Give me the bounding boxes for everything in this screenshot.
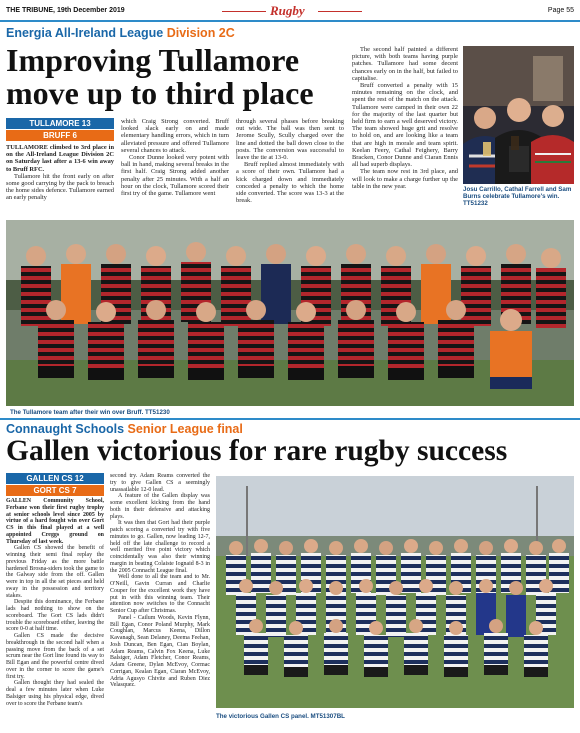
story1-col4-p2: Bruff converted a penalty with 15 minutes remaining on the clock, and spent the rest of the match on the attack. Tullamore were camped in their own 22 for the majority of the last quarter but held firm to earn a well deserved victory. The team showed huge grit and resolve to hold on, and are looking like a team that are high in morale and team spirit. Keelan Feery, Cathal Feighery, Barry Bracken, Conor Dunne and Ciaran Ennis all had superb displays. [352,82,458,169]
celebration-photo-image [463,46,574,184]
story2-col2-p2: A feature of the Gallen display was some excellent kicking from the hand both in their defensive and attacking plays. [110,493,210,520]
story1-score-home: TULLAMORE 13 [6,118,114,129]
story2-column-2 [110,473,210,730]
page-header [0,0,580,22]
story2-col1-p3: Despite this dominance, the Ferbane lads had nothing to show on the scoreboard. The Gort CS lads didn't trouble the scoreboard either, leaving the score 0-0 at half time. [6,599,104,633]
story1-col2-p2: Conor Dunne looked very potent with ball in hand, making several breaks in the first half. Craig Strong added another penalty after 25 minutes. With a half an hour on the clock, Tullamore scored their first try of the game. Tullamore went [121,154,229,198]
story-divider [0,418,580,420]
story2-col1-p2: Gallen CS showed the benefit of winning their semi final replay the previous Friday as the more battle hardened Brosna-siders took the game to the Galway side from the off. Gallen were in top in all the set pieces and held sway in the possession and territory stakes. [6,545,104,599]
story2-col2-p4: Well done to all the team and to Mr. O'Neill, Gavin Curran and Charlie Couper for the excellent work they have put in with this winning team. Their attention now switches to the Connacht Senior Cup after Christmas. [110,574,210,614]
gallen-team-photo-caption: The victorious Gallen CS panel. MT51307BL [216,713,345,720]
story2-score-away: GORT CS 7 [6,485,104,496]
story1-col2-p1: which Craig Strong converted. Bruff looked slack early on and made elementary handling errors, which in turn alleviated pressure and offered Tullamore several chances to attack. [121,118,229,154]
publication-line: THE TRIBUNE, 19th December 2019 [6,7,125,14]
story1-headline-1: Improving Tullamore [6,42,300,78]
story2-col1-p1: GALLEN Community School, Ferbane won their first rugby trophy at senior schools level since 2005 by virtue of a hard fought win over Gort CS in this final played at a well appointed Creggs ground on Thursday of last week. [6,498,104,545]
story1-column-2 [121,118,229,216]
story1-kicker-division: Division 2C [166,26,235,40]
story1-col1-p1: TULLAMORE climbed to 3rd place in on the All-Ireland League Division 2C on Saturday last after a 13-6 win away to Bruff RFC. [6,144,114,173]
story1-column-4 [352,46,458,216]
section-rule-left [222,11,266,12]
story1-col1-p2: Tullamore hit the front early on after some good carrying by the pack to breach the home sides defence. Tullamore earned an early penalty [6,172,114,202]
story1-kicker [6,26,235,40]
story1-column-1 [6,144,114,216]
story1-kicker-league: Energia All-Ireland League [6,26,164,40]
celebration-photo [463,46,574,184]
tullamore-team-photo-image [6,220,574,406]
story1-headline-2: move up to third place [6,75,314,111]
story2-headline: Gallen victorious for rare rugby success [6,435,508,467]
section-rule-right [318,11,362,12]
story2-col1-p4: Gallen CS made the decisive breakthrough in the second half when a passing move from the back of a set scrum near the Gort line found its way to Bill Egan and the powerful centre dived over in the corner to score the game's first try. [6,633,104,680]
story1-score-away: BRUFF 6 [6,130,114,141]
story2-kicker-competition: Connaught Schools [6,422,125,436]
story1-col3-p2: Bruff replied almost immediately with a score of their own. Tullamore had a kick charged down and immediately conceded a penalty to which the home side converted. The score was 13-3 at the break. [236,161,344,205]
celebration-photo-caption: Josu Carrillo, Cathal Farrell and Sam Burns celebrate Tullamore's win. TT51232 [463,186,572,207]
story2-score-home: GALLEN CS 12 [6,473,104,484]
story2-col2-p3: It was then that Gort had their purple patch scoring a converted try with five minutes to go. Gallen, now leading 12-7, held off the late challenge to record a well merited five point victory which coincidentally was also their winning margin in beating Colaiste Iognaid 8-3 in the 2005 Connacht League final. [110,520,210,574]
story2-column-1 [6,498,104,730]
story2-kicker-final: Senior League final [127,422,243,436]
story2-col1-p5: Gallen thought they had sealed the deal a few minutes later when Luke Balsiger using his physical edge, dived over to score the Ferbane team's [6,680,104,707]
story1-column-3 [236,118,344,216]
tullamore-team-photo [6,220,574,406]
story1-col3-p1: through several phases before breaking out wide. The ball was then sent to Jerome Scully, Scully charged over the line and dotted the ball down close to the posts. The conversion was successful to leave the tie at 13-0. [236,118,344,162]
gallen-team-photo [216,476,574,708]
tullamore-team-photo-caption: The Tullamore team after their win over Bruff. TT51230 [10,409,170,416]
page-number: Page 55 [547,7,574,14]
story1-col4-p3: The team now rest in 3rd place, and will look to make a charge further up the table in the new year. [352,168,458,190]
story2-col2-p1: second try. Adam Reams converted the try to give Gallen CS a seemingly unassailable 12-0 lead. [110,473,210,493]
section-name: Rugby [270,3,305,18]
gallen-team-photo-image [216,476,574,708]
story1-col4-p1: The second half painted a different picture, with both teams having purple patches. Tullamore had some decent chances early on in the half, but failed to capitalise. [352,46,458,82]
story2-kicker [6,422,243,436]
story2-col2-p5: Panel - Cailum Woods, Kevin Flynn, Bill Egan, Conor Poland Murphy, Mark Coughlan, Marcus Keena, Dillon Kavanagh, Sean Delaney, Deema Feehan, Josh Duncan, Ben Egan, Cian Boylan, Adam Reams, Calvin Fox Keena, Luke Balsiger, Adam Fletcher, Conor Reams, Adam Greene, Dylan McEvoy, Cormac Corrigan, Kealan Egan, Ciaran McEvoy, Adria Agusyo Chivite and Ruben Diez Velasquez. [110,614,210,689]
